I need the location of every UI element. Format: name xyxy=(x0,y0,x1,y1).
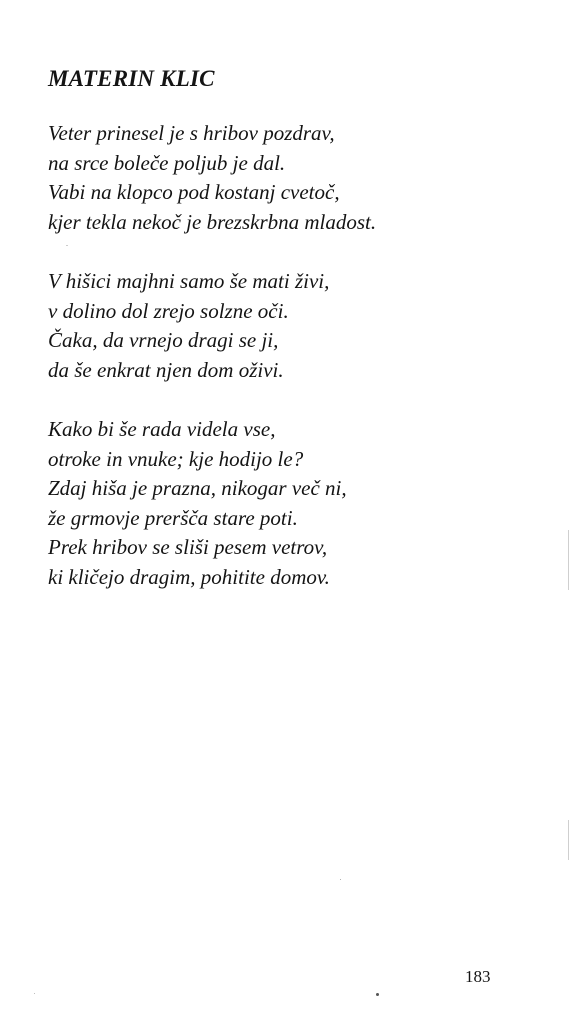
scan-edge-mark xyxy=(568,530,569,590)
stanza-2 xyxy=(48,267,548,385)
scan-speck xyxy=(34,993,35,994)
page-number: 183 xyxy=(465,967,491,986)
scan-speck xyxy=(66,245,68,246)
poem-line: Veter prinesel je s hribov pozdrav, xyxy=(48,121,335,145)
stanza-3 xyxy=(48,415,548,592)
poem-line: ki kličejo dragim, pohitite domov. xyxy=(48,564,330,589)
poem-line: Zdaj hiša je prazna, nikogar več ni, xyxy=(48,476,347,500)
poem-line: v dolino dol zrejo solzne oči. xyxy=(48,298,289,323)
poem-line: V hišici majhni samo še mati živi, xyxy=(48,269,330,293)
poem-title: MATERIN KLIC xyxy=(48,66,215,91)
stanza-1 xyxy=(48,119,548,237)
scan-speck xyxy=(376,993,379,996)
poem-line: Kako bi še rada videla vse, xyxy=(48,417,276,441)
scan-speck xyxy=(340,879,341,880)
poem-line: na srce boleče poljub je dal. xyxy=(48,150,286,175)
scan-edge-mark xyxy=(568,820,569,860)
poem-body xyxy=(48,119,548,622)
poem-line: že grmovje preršča stare poti. xyxy=(48,505,298,530)
poem-line: Čaka, da vrnejo dragi se ji, xyxy=(48,328,279,352)
poem-line: kjer tekla nekoč je brezskrbna mladost. xyxy=(48,209,377,234)
poem-line: otroke in vnuke; kje hodijo le? xyxy=(48,446,304,471)
poem-line: da še enkrat njen dom oživi. xyxy=(48,357,284,382)
poem-line: Vabi na klopco pod kostanj cvetoč, xyxy=(48,180,340,204)
poem-line: Prek hribov se sliši pesem vetrov, xyxy=(48,535,328,559)
